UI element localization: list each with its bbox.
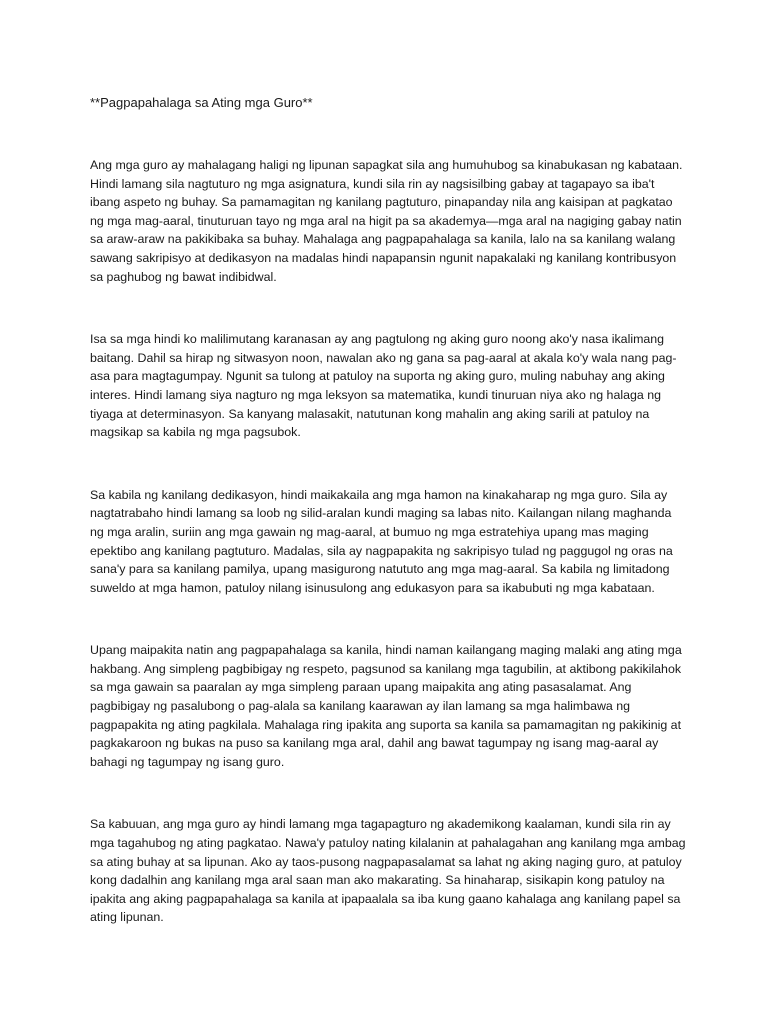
- paragraph-1: Ang mga guro ay mahalagang haligi ng lipunan sapagkat sila ang humuhubog sa kinabukasan ng kabataan. Hindi lamang sila nagtuturo ng mga asignatura, kundi sila rin ay nagsisilbing gabay at tagapayo sa iba't ibang aspeto ng buhay. Sa pamamagitan ng kanilang pagtuturo, pinapanday nila ang kaisipan at pagkatao ng mga mag-aaral, tinuturuan tayo ng mga aral na higit pa sa akademya—mga aral na nagiging gabay natin sa araw-araw na pakikibaka sa buhay. Mahalaga ang pagpapahalaga sa kanila, lalo na sa kanilang walang sawang sakripisyo at dedikasyon na madalas hindi napapansin ngunit napakalaki ng kanilang kontribusyon sa paghubog ng bawat indibidwal.: [90, 158, 683, 284]
- paragraph-5: Sa kabuuan, ang mga guro ay hindi lamang mga tagapagturo ng akademikong kaalaman, kundi sila rin ay mga tagahubog ng ating pagkatao. Nawa'y patuloy nating kilalanin at pahalagahan ang kanilang mga ambag sa ating buhay at sa lipunan. Ako ay taos-pusong nagpapasalamat sa lahat ng aking naging guro, at patuloy kong dadalhin ang kanilang mga aral saan man ako makarating. Sa hinaharap, sisikapin kong patuloy na ipakita ang aking pagpapahalaga sa kanila at ipapaalala sa iba kung gaano kahalaga ang kanilang papel sa ating lipunan.: [90, 817, 686, 925]
- paragraph-3: Sa kabila ng kanilang dedikasyon, hindi maikakaila ang mga hamon na kinakaharap ng mga guro. Sila ay nagtatrabaho hindi lamang sa loob ng silid-aralan kundi maging sa labas nito. Kailangan nilang maghanda ng mga aralin, suriin ang mga gawain ng mag-aaral, at bumuo ng mga estratehiya upang mas maging epektibo ang kanilang pagtuturo. Madalas, sila ay nagpapakita ng sakripisyo tulad ng paggugol ng oras na sana'y para sa kanilang pamilya, upang masigurong natututo ang mga mag-aaral. Sa kabila ng limitadong suweldo at mga hamon, patuloy nilang isinusulong ang edukasyon para sa ikabubuti ng mga kabataan.: [90, 487, 673, 595]
- paragraph-4: Upang maipakita natin ang pagpapahalaga sa kanila, hindi naman kailangang maging malaki ang ating mga hakbang. Ang simpleng pagbibigay ng respeto, pagsunod sa kanilang mga tagubilin, at aktibong pakikilahok sa mga gawain sa paaralan ay mga simpleng paraan upang maipakita ang ating pasasalamat. Ang pagbibigay ng pasalubong o pag-alala sa kanilang kaarawan ay ilan lamang sa mga halimbawa ng pagpapakita ng ating pagkilala. Mahalaga ring ipakita ang suporta sa kanila sa pamamagitan ng pakikinig at pagkakaroon ng bukas na puso sa kanilang mga aral, dahil ang bawat tagumpay ng isang mag-aaral ay bahagi ng tagumpay ng isang guro.: [90, 643, 682, 769]
- document-title: **Pagpapahalaga sa Ating mga Guro**: [90, 95, 313, 110]
- paragraph-2: Isa sa mga hindi ko malilimutang karanasan ay ang pagtulong ng aking guro noong ako'y nasa ikalimang baitang. Dahil sa hirap ng sitwasyon noon, nawalan ako ng gana sa pag-aaral at akala ko'y wala nang pag-asa para magtagumpay. Ngunit sa tulong at patuloy na suporta ng aking guro, muling nabuhay ang aking interes. Hindi lamang siya nagturo ng mga leksyon sa matematika, kundi tinuruan niya ako ng halaga ng tiyaga at determinasyon. Sa kanyang malasakit, natutunan kong mahalin ang aking sarili at patuloy na magsikap sa kabila ng mga pagsubok.: [90, 332, 677, 440]
